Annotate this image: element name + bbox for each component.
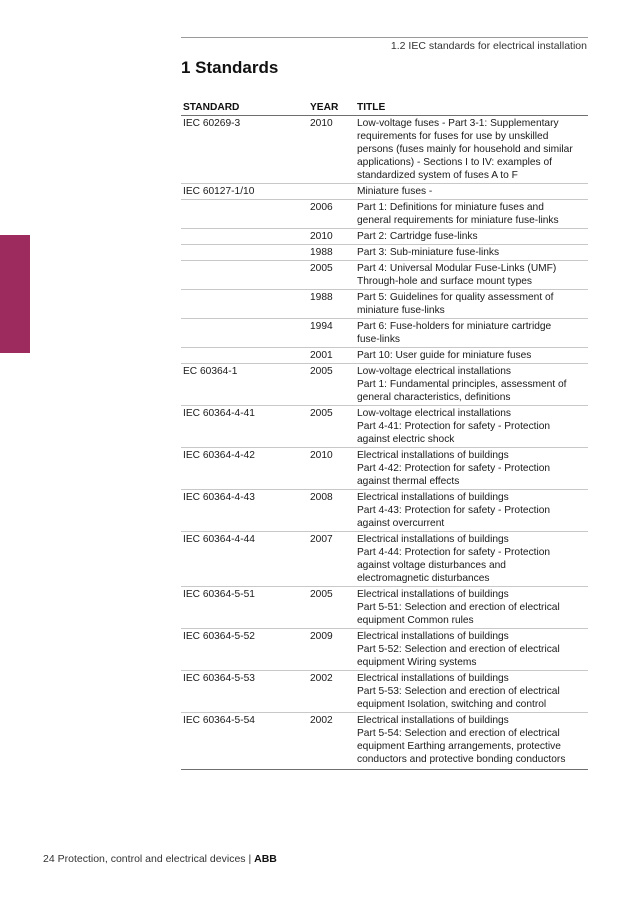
- cell-standard: [181, 290, 308, 319]
- cell-title: Electrical installations of buildings Part 4-44: Protection for safety - Protection against voltage disturbances and electromagnetic disturbances: [355, 532, 588, 587]
- cell-year: 1994: [308, 319, 355, 348]
- footer-publication-title: Protection, control and electrical devices: [57, 853, 246, 865]
- cell-standard: [181, 200, 308, 229]
- footer-separator: |: [248, 853, 252, 865]
- cell-year: 2002: [308, 671, 355, 713]
- cell-title: Miniature fuses -: [355, 184, 588, 200]
- cell-year: 2005: [308, 364, 355, 406]
- table-header-row: [181, 99, 588, 116]
- cell-year: 2007: [308, 532, 355, 587]
- table-row: [181, 490, 588, 532]
- cell-standard: IEC 60364-5-53: [181, 671, 308, 713]
- cell-standard: IEC 60364-5-52: [181, 629, 308, 671]
- table-row: [181, 532, 588, 587]
- cell-title: Part 1: Definitions for miniature fuses and general requirements for miniature fuse-links: [355, 200, 588, 229]
- cell-year: 2005: [308, 587, 355, 629]
- cell-standard: [181, 348, 308, 364]
- cell-title: Electrical installations of buildings Part 5-54: Selection and erection of electrical equipment Earthing arrangements, protective conductors and protective bonding conductors: [355, 713, 588, 770]
- cell-title: Part 3: Sub-miniature fuse-links: [355, 245, 588, 261]
- cell-year: 2005: [308, 406, 355, 448]
- cell-title: Part 5: Guidelines for quality assessment of miniature fuse-links: [355, 290, 588, 319]
- table-body: [181, 116, 588, 770]
- cell-standard: [181, 261, 308, 290]
- standards-table: [181, 99, 588, 770]
- table-row: [181, 671, 588, 713]
- table-row: [181, 364, 588, 406]
- cell-standard: [181, 319, 308, 348]
- header-rule: [181, 37, 588, 38]
- cell-standard: IEC 60269-3: [183, 118, 241, 129]
- cell-standard: IEC 60364-4-41: [181, 406, 308, 448]
- cell-year: 1988: [308, 290, 355, 319]
- cell-standard: IEC 60364-4-42: [181, 448, 308, 490]
- cell-title: Part 2: Cartridge fuse-links: [355, 229, 588, 245]
- cell-standard: IEC 60364-4-44: [181, 532, 308, 587]
- cell-year: [308, 184, 355, 200]
- table-row: [181, 629, 588, 671]
- table-row: [181, 116, 588, 184]
- table-row: [181, 245, 588, 261]
- cell-standard: IEC 60364-4-43: [181, 490, 308, 532]
- page-title: 1 Standards: [181, 58, 279, 77]
- cell-year: 2005: [308, 261, 355, 290]
- cell-title: Electrical installations of buildings Part 5-52: Selection and erection of electrical equipment Wiring systems: [355, 629, 588, 671]
- cell-title: Part 10: User guide for miniature fuses: [355, 348, 588, 364]
- column-header-year: YEAR: [308, 99, 355, 116]
- page-number: 24: [43, 853, 55, 865]
- cell-title: Part 6: Fuse-holders for miniature cartridge fuse-links: [355, 319, 588, 348]
- table-row: [181, 261, 588, 290]
- cell-standard: IEC 60364-5-54: [181, 713, 308, 770]
- cell-standard: EC 60364-1: [181, 364, 308, 406]
- cell-title: Electrical installations of buildings Part 4-42: Protection for safety - Protection against thermal effects: [355, 448, 588, 490]
- table-row: [181, 448, 588, 490]
- cell-year: 2010: [308, 229, 355, 245]
- cell-year: 2009: [308, 629, 355, 671]
- cell-title: Electrical installations of buildings Part 5-53: Selection and erection of electrical equipment Isolation, switching and control: [355, 671, 588, 713]
- cell-title: Part 4: Universal Modular Fuse-Links (UMF) Through-hole and surface mount types: [355, 261, 588, 290]
- cell-year: 2002: [308, 713, 355, 770]
- cell-year: 2006: [308, 200, 355, 229]
- cell-title: Low-voltage fuses - Part 3-1: Supplementary requirements for fuses for use by unskilled persons (fuses mainly for household and similar applications) - Sections I to IV: examples of standardized system of fuses A to F: [357, 118, 573, 181]
- table-row: [181, 184, 588, 200]
- cell-title: Electrical installations of buildings Part 4-43: Protection for safety - Protection against overcurrent: [355, 490, 588, 532]
- page-footer: [43, 853, 277, 865]
- column-header-title: TITLE: [355, 99, 588, 116]
- table-row: [181, 290, 588, 319]
- cell-standard: [181, 245, 308, 261]
- cell-title: Low-voltage electrical installations Part 1: Fundamental principles, assessment of general characteristics, definitions: [355, 364, 588, 406]
- table-row: [181, 319, 588, 348]
- cell-year: 2010: [308, 448, 355, 490]
- footer-brand: ABB: [254, 853, 277, 865]
- cell-year: 2001: [308, 348, 355, 364]
- cell-standard: [181, 229, 308, 245]
- cell-year: 1988: [308, 245, 355, 261]
- cell-standard: IEC 60127-1/10: [181, 184, 308, 200]
- table-row: [181, 406, 588, 448]
- cell-title: Low-voltage electrical installations Part 4-41: Protection for safety - Protection against electric shock: [355, 406, 588, 448]
- table-row: [181, 713, 588, 770]
- cell-standard: IEC 60364-5-51: [181, 587, 308, 629]
- cell-title: Electrical installations of buildings Part 5-51: Selection and erection of electrical equipment Common rules: [355, 587, 588, 629]
- table-row: [181, 200, 588, 229]
- column-header-standard: STANDARD: [181, 99, 308, 116]
- table-row: [181, 348, 588, 364]
- cell-year: 2010: [310, 118, 333, 129]
- running-header: 1.2 IEC standards for electrical installation: [390, 40, 587, 52]
- table-row: [181, 229, 588, 245]
- section-tab-marker: [0, 235, 30, 353]
- cell-year: 2008: [308, 490, 355, 532]
- table-row: [181, 587, 588, 629]
